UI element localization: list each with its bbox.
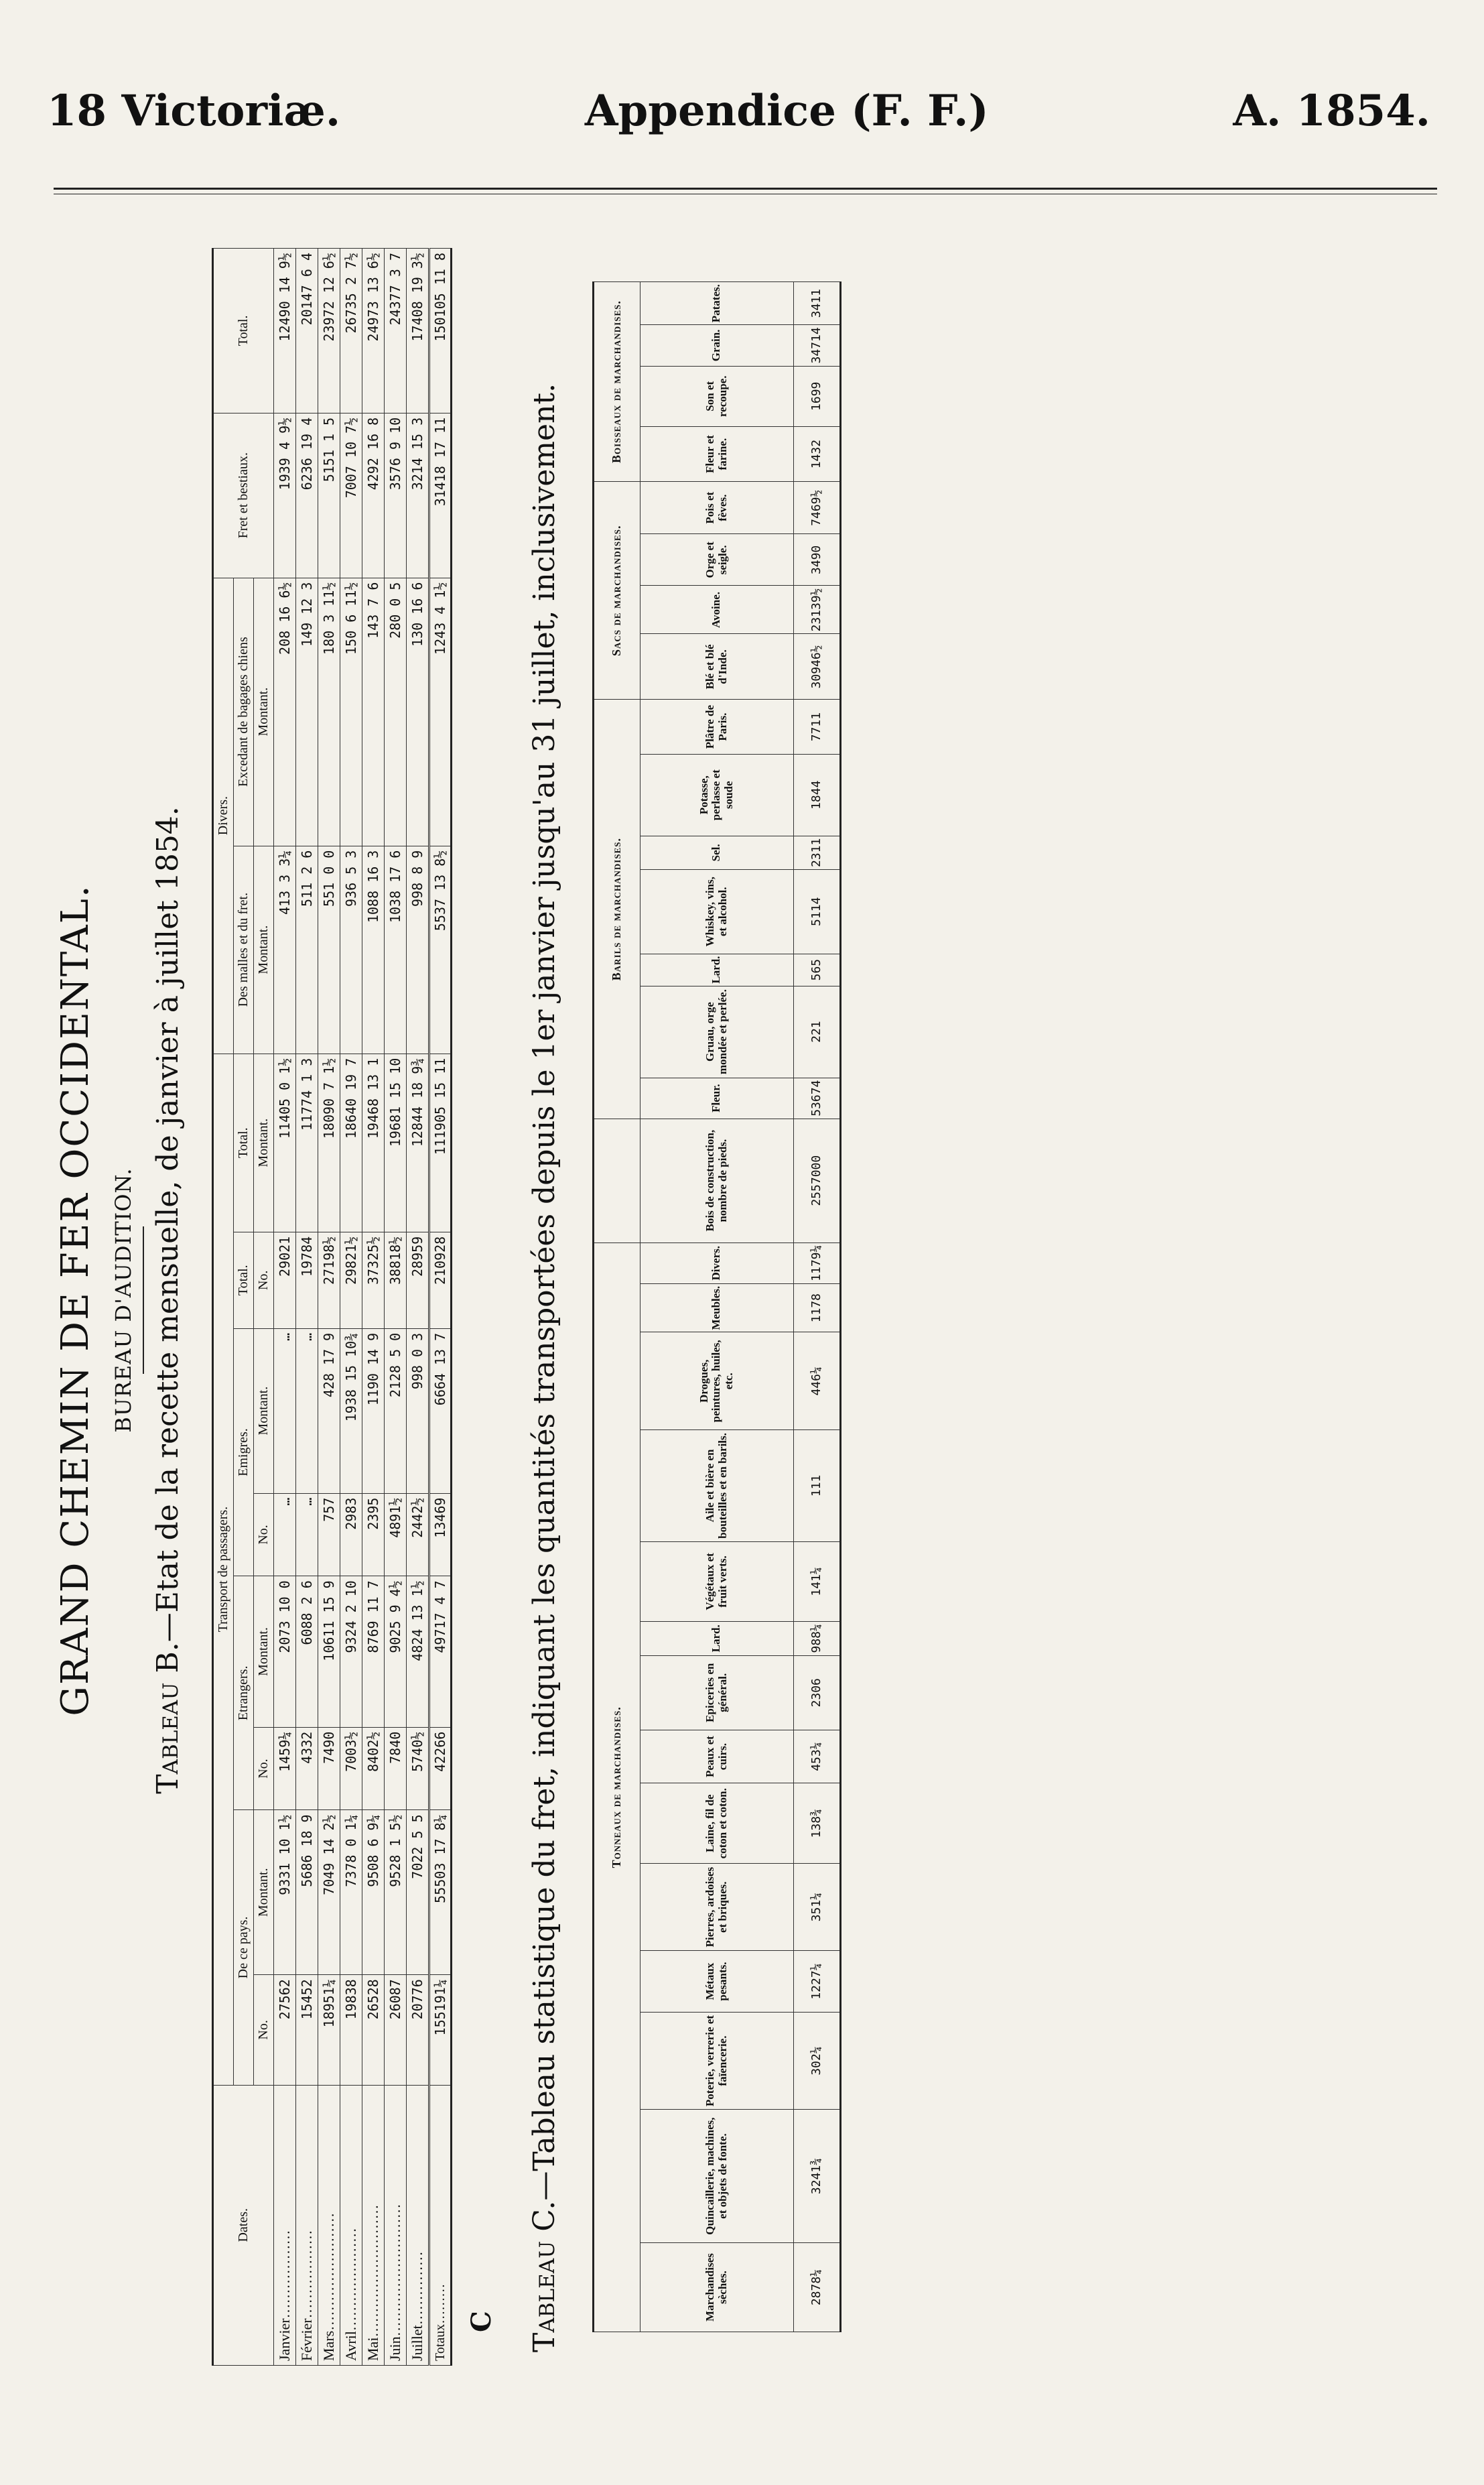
cell-date: Mai……………………… bbox=[362, 2085, 385, 2365]
column-header: Divers. bbox=[640, 1242, 793, 1283]
column-header: Epiceries en général. bbox=[640, 1655, 793, 1730]
cell-pays-no: 15452 bbox=[296, 1975, 318, 2085]
column-header: Orge et seigle. bbox=[640, 534, 793, 586]
cell-emi-no: 4891½ bbox=[385, 1493, 407, 1576]
cell-etr-no: 1459¼ bbox=[274, 1727, 296, 1810]
column-header: Poterie, verrerie et faïencerie. bbox=[640, 2013, 793, 2110]
cell-emi-no: 2395 bbox=[362, 1493, 385, 1576]
cell-emi-no: … bbox=[296, 1493, 318, 1576]
cell-exc: 143 7 6 bbox=[362, 578, 385, 846]
cell-pays-no: 18951¼ bbox=[318, 1975, 340, 2085]
column-header: Métaux pesants. bbox=[640, 1951, 793, 2013]
column-value: 988¼ bbox=[793, 1622, 840, 1655]
cell-date: Janvier……………… bbox=[274, 2085, 296, 2365]
column-header: Lard. bbox=[640, 954, 793, 986]
th-bois-group bbox=[593, 1119, 640, 1242]
document-title: GRAND CHEMIN DE FER OCCIDENTAL. bbox=[54, 884, 97, 1716]
cell-pays-m: 9528 1 5½ bbox=[385, 1810, 407, 1975]
th-etrangers: Etrangers. bbox=[234, 1576, 254, 1810]
table-row bbox=[274, 249, 296, 2366]
th-no: No. bbox=[254, 1727, 274, 1810]
th-montant: Montant. bbox=[254, 1810, 274, 1975]
column-header: Pierres, ardoises et briques. bbox=[640, 1864, 793, 1951]
column-header: Potasse, perlasse et soude bbox=[640, 754, 793, 836]
column-value: 2306 bbox=[793, 1655, 840, 1730]
th-divers: Divers. bbox=[213, 578, 234, 1054]
cell-tot-m: 19468 13 1 bbox=[362, 1054, 385, 1232]
total-emi-m: 6664 13 7 bbox=[429, 1328, 452, 1493]
cell-etr-no: 4332 bbox=[296, 1727, 318, 1810]
total-malles: 5537 13 8½ bbox=[429, 846, 452, 1054]
column-header: Plâtre de Paris. bbox=[640, 700, 793, 754]
cell-etr-m: 2073 10 0 bbox=[274, 1576, 296, 1727]
column-value: 141¼ bbox=[793, 1541, 840, 1621]
table-c-caption-text: C.—Tableau statistique du fret, indiquant les quantités transportées depuis le 1er janvier jusqu'au 31 juillet, inclusivement. bbox=[527, 383, 561, 2232]
column-header: Aile et bière en bouteilles et en barils. bbox=[640, 1430, 793, 1541]
header-rule bbox=[54, 188, 1437, 194]
cell-tot-no: 29821½ bbox=[340, 1232, 362, 1328]
th-montant: Montant. bbox=[254, 1328, 274, 1493]
column-value: 3411 bbox=[793, 282, 840, 325]
totals-label: Totaux……… bbox=[429, 2085, 452, 2365]
column-value: 3490 bbox=[793, 534, 840, 586]
table-row bbox=[385, 249, 407, 2366]
cell-fret: 4292 16 8 bbox=[362, 413, 385, 578]
cell-emi-no: 2983 bbox=[340, 1493, 362, 1576]
column-value: 3241¾ bbox=[793, 2110, 840, 2243]
column-value: 5114 bbox=[793, 870, 840, 954]
cell-emi-no: 2442½ bbox=[407, 1493, 429, 1576]
table-b-body bbox=[274, 249, 452, 2366]
th-no: No. bbox=[254, 1493, 274, 1576]
cell-tot-m: 18090 7 1½ bbox=[318, 1054, 340, 1232]
total-total: 150105 11 8 bbox=[429, 249, 452, 413]
column-value: 221 bbox=[793, 986, 840, 1078]
column-value: 111 bbox=[793, 1430, 840, 1541]
th-montant: Montant. bbox=[254, 578, 274, 846]
th-total-no: Total. bbox=[234, 1232, 254, 1328]
total-fret: 31418 17 11 bbox=[429, 413, 452, 578]
th-tonneaux: Tonneaux de marchandises. bbox=[593, 1242, 640, 2332]
cell-etr-no: 7003½ bbox=[340, 1727, 362, 1810]
column-header: Bois de construction, nombre de pieds. bbox=[640, 1119, 793, 1242]
cell-tot-no: 29021 bbox=[274, 1232, 296, 1328]
cell-malles: 998 8 9 bbox=[407, 846, 429, 1054]
cell-emi-m: 1938 15 10¾ bbox=[340, 1328, 362, 1493]
cell-total: 24377 3 7 bbox=[385, 249, 407, 413]
cell-emi-m: 1190 14 9 bbox=[362, 1328, 385, 1493]
cell-tot-m: 19681 15 10 bbox=[385, 1054, 407, 1232]
th-transport: Transport de passagers. bbox=[213, 1054, 234, 2085]
column-value: 2311 bbox=[793, 836, 840, 869]
column-value: 1699 bbox=[793, 366, 840, 427]
table-row bbox=[362, 249, 385, 2366]
table-b bbox=[212, 248, 452, 2366]
cell-pays-m: 5686 18 9 bbox=[296, 1810, 318, 1975]
cell-pays-m: 7049 14 2½ bbox=[318, 1810, 340, 1975]
cell-tot-m: 12844 18 9¾ bbox=[407, 1054, 429, 1232]
cell-pays-no: 19838 bbox=[340, 1975, 362, 2085]
column-header: Peaux et cuirs. bbox=[640, 1730, 793, 1783]
cell-exc: 150 6 11½ bbox=[340, 578, 362, 846]
column-header: Son et recoupe. bbox=[640, 366, 793, 427]
th-emigres: Emigres. bbox=[234, 1328, 254, 1576]
cell-emi-m: 998 0 3 bbox=[407, 1328, 429, 1493]
cell-tot-no: 19784 bbox=[296, 1232, 318, 1328]
column-header: Whiskey, vins, et alcohol. bbox=[640, 870, 793, 954]
cell-date: Juillet…………… bbox=[407, 2085, 429, 2365]
cell-etr-m: 9025 9 4½ bbox=[385, 1576, 407, 1727]
cell-total: 24973 13 6½ bbox=[362, 249, 385, 413]
column-header: Avoine. bbox=[640, 586, 793, 634]
running-header bbox=[47, 80, 1430, 141]
column-value: 1178 bbox=[793, 1283, 840, 1332]
th-fret: Fret et bestiaux. bbox=[213, 413, 274, 578]
column-value: 7711 bbox=[793, 700, 840, 754]
column-header: Pois et fèves. bbox=[640, 482, 793, 534]
th-grand-total: Total. bbox=[213, 249, 274, 413]
cell-etr-no: 5740½ bbox=[407, 1727, 429, 1810]
column-value: 34714 bbox=[793, 325, 840, 366]
cell-exc: 280 0 5 bbox=[385, 578, 407, 846]
totals-row bbox=[429, 249, 452, 2366]
th-de-ce-pays: De ce pays. bbox=[234, 1810, 254, 2085]
th-malles: Des malles et du fret. bbox=[234, 846, 254, 1054]
cell-total: 20147 6 4 bbox=[296, 249, 318, 413]
th-excedant: Excedant de bagages chiens bbox=[234, 578, 254, 846]
column-value: 1227¼ bbox=[793, 1951, 840, 2013]
column-value: 53674 bbox=[793, 1078, 840, 1119]
total-etr-no: 42266 bbox=[429, 1727, 452, 1810]
header-year: A. 1854. bbox=[1233, 85, 1430, 136]
cell-tot-no: 37325½ bbox=[362, 1232, 385, 1328]
column-value: 23139½ bbox=[793, 586, 840, 634]
column-header: Quincaillerie, machines, et objets de fonte. bbox=[640, 2110, 793, 2243]
cell-malles: 1038 17 6 bbox=[385, 846, 407, 1054]
th-no: No. bbox=[254, 1975, 274, 2085]
column-value: 2878¼ bbox=[793, 2243, 840, 2332]
column-header: Fleur et farine. bbox=[640, 427, 793, 482]
table-c-label: Tableau bbox=[527, 2240, 561, 2352]
cell-exc: 180 3 11½ bbox=[318, 578, 340, 846]
cell-fret: 6236 19 4 bbox=[296, 413, 318, 578]
cell-etr-m: 8769 11 7 bbox=[362, 1576, 385, 1727]
column-header: Marchandises sèches. bbox=[640, 2243, 793, 2332]
column-header: Drogues, peintures, huiles, etc. bbox=[640, 1332, 793, 1430]
th-montant: Montant. bbox=[254, 1576, 274, 1727]
cell-fret: 3576 9 10 bbox=[385, 413, 407, 578]
cell-total: 26735 2 7½ bbox=[340, 249, 362, 413]
cell-exc: 130 16 6 bbox=[407, 578, 429, 846]
signature-mark: C bbox=[466, 2311, 497, 2332]
th-sacs: Sacs de marchandises. bbox=[593, 482, 640, 700]
th-dates: Dates. bbox=[213, 2085, 274, 2365]
column-value: 302¼ bbox=[793, 2013, 840, 2110]
table-c-column-headers bbox=[640, 282, 793, 2332]
cell-emi-m: … bbox=[296, 1328, 318, 1493]
cell-pays-m: 9508 6 9¼ bbox=[362, 1810, 385, 1975]
table-row bbox=[318, 249, 340, 2366]
cell-total: 12490 14 9½ bbox=[274, 249, 296, 413]
rotated-content bbox=[40, 228, 1434, 2372]
th-montant: Montant. bbox=[254, 846, 274, 1054]
cell-fret: 3214 15 3 bbox=[407, 413, 429, 578]
column-value: 1179¼ bbox=[793, 1242, 840, 1283]
column-header: Blé et blé d'Inde. bbox=[640, 634, 793, 700]
cell-emi-m: … bbox=[274, 1328, 296, 1493]
cell-total: 17408 19 3½ bbox=[407, 249, 429, 413]
cell-emi-m: 2128 5 0 bbox=[385, 1328, 407, 1493]
total-tot-m: 111905 15 11 bbox=[429, 1054, 452, 1232]
cell-etr-m: 4824 13 1½ bbox=[407, 1576, 429, 1727]
cell-date: Avril………………… bbox=[340, 2085, 362, 2365]
cell-etr-m: 6088 2 6 bbox=[296, 1576, 318, 1727]
document-subtitle: BUREAU D'AUDITION. bbox=[111, 1167, 136, 1433]
column-header: Meubles. bbox=[640, 1283, 793, 1332]
table-b-caption bbox=[151, 228, 185, 2372]
cell-tot-m: 11405 0 1½ bbox=[274, 1054, 296, 1232]
total-pays-m: 55503 17 8¼ bbox=[429, 1810, 452, 1975]
th-total-montant: Total. bbox=[234, 1054, 254, 1232]
table-c-caption bbox=[524, 248, 565, 2352]
cell-tot-no: 27198½ bbox=[318, 1232, 340, 1328]
column-value: 30946½ bbox=[793, 634, 840, 700]
th-boisseaux: Boisseaux de marchandises. bbox=[593, 282, 640, 482]
cell-pays-m: 7378 0 1¼ bbox=[340, 1810, 362, 1975]
cell-pays-m: 7022 5 5 bbox=[407, 1810, 429, 1975]
column-value: 138¾ bbox=[793, 1783, 840, 1864]
column-value: 1432 bbox=[793, 427, 840, 482]
header-regnal-year: 18 Victoriæ. bbox=[47, 85, 341, 136]
column-header: Sel. bbox=[640, 836, 793, 869]
cell-etr-m: 9324 2 10 bbox=[340, 1576, 362, 1727]
cell-exc: 149 12 3 bbox=[296, 578, 318, 846]
table-b-label: Tableau bbox=[151, 1682, 185, 1794]
cell-etr-no: 8402½ bbox=[362, 1727, 385, 1810]
th-barils: Barils de marchandises. bbox=[593, 700, 640, 1119]
cell-emi-no: … bbox=[274, 1493, 296, 1576]
cell-pays-no: 26087 bbox=[385, 1975, 407, 2085]
total-emi-no: 13469 bbox=[429, 1493, 452, 1576]
cell-malles: 511 2 6 bbox=[296, 846, 318, 1054]
cell-etr-no: 7840 bbox=[385, 1727, 407, 1810]
table-c-values bbox=[793, 282, 840, 2332]
column-header: Végétaux et fruit verts. bbox=[640, 1541, 793, 1621]
column-value: 565 bbox=[793, 954, 840, 986]
cell-total: 23972 12 6½ bbox=[318, 249, 340, 413]
column-value: 7469½ bbox=[793, 482, 840, 534]
cell-pays-no: 20776 bbox=[407, 1975, 429, 2085]
cell-exc: 208 16 6½ bbox=[274, 578, 296, 846]
table-row bbox=[340, 249, 362, 2366]
column-header: Patates. bbox=[640, 282, 793, 325]
cell-emi-m: 428 17 9 bbox=[318, 1328, 340, 1493]
total-etr-m: 49717 4 7 bbox=[429, 1576, 452, 1727]
cell-emi-no: 757 bbox=[318, 1493, 340, 1576]
cell-tot-m: 11774 1 3 bbox=[296, 1054, 318, 1232]
cell-date: Mars…………………… bbox=[318, 2085, 340, 2365]
total-tot-no: 210928 bbox=[429, 1232, 452, 1328]
column-header: Fleur. bbox=[640, 1078, 793, 1119]
total-pays-no: 155191¼ bbox=[429, 1975, 452, 2085]
column-value: 453¼ bbox=[793, 1730, 840, 1783]
cell-malles: 936 5 3 bbox=[340, 846, 362, 1054]
cell-fret: 5151 1 5 bbox=[318, 413, 340, 578]
column-value: 351¼ bbox=[793, 1864, 840, 1951]
cell-pays-no: 27562 bbox=[274, 1975, 296, 2085]
column-header: Gruau, orge mondée et perlée. bbox=[640, 986, 793, 1078]
cell-date: Juin……………………… bbox=[385, 2085, 407, 2365]
th-montant: Montant. bbox=[254, 1054, 274, 1232]
table-row bbox=[407, 249, 429, 2366]
cell-pays-m: 9331 10 1½ bbox=[274, 1810, 296, 1975]
cell-fret: 7007 10 7½ bbox=[340, 413, 362, 578]
cell-tot-no: 38818½ bbox=[385, 1232, 407, 1328]
subtitle-rule bbox=[143, 1226, 144, 1374]
total-exc: 1243 4 1½ bbox=[429, 578, 452, 846]
table-row bbox=[296, 249, 318, 2366]
cell-tot-m: 18640 19 7 bbox=[340, 1054, 362, 1232]
column-value: 2557000 bbox=[793, 1119, 840, 1242]
cell-date: Février……………… bbox=[296, 2085, 318, 2365]
header-appendix: Appendice (F. F.) bbox=[584, 85, 989, 136]
cell-tot-no: 28959 bbox=[407, 1232, 429, 1328]
cell-pays-no: 26528 bbox=[362, 1975, 385, 2085]
column-header: Grain. bbox=[640, 325, 793, 366]
cell-malles: 551 0 0 bbox=[318, 846, 340, 1054]
cell-malles: 413 3 3¼ bbox=[274, 846, 296, 1054]
column-value: 1844 bbox=[793, 754, 840, 836]
column-value: 446¼ bbox=[793, 1332, 840, 1430]
cell-fret: 1939 4 9½ bbox=[274, 413, 296, 578]
cell-etr-m: 10611 15 9 bbox=[318, 1576, 340, 1727]
column-header: Lard. bbox=[640, 1622, 793, 1655]
table-c bbox=[592, 281, 841, 2332]
cell-malles: 1088 16 3 bbox=[362, 846, 385, 1054]
table-b-caption-text: B.—Etat de la recette mensuelle, de janvier à juillet 1854. bbox=[151, 806, 185, 1673]
column-header: Laine, fil de coton et coton. bbox=[640, 1783, 793, 1864]
cell-etr-no: 7490 bbox=[318, 1727, 340, 1810]
th-no: No. bbox=[254, 1232, 274, 1328]
